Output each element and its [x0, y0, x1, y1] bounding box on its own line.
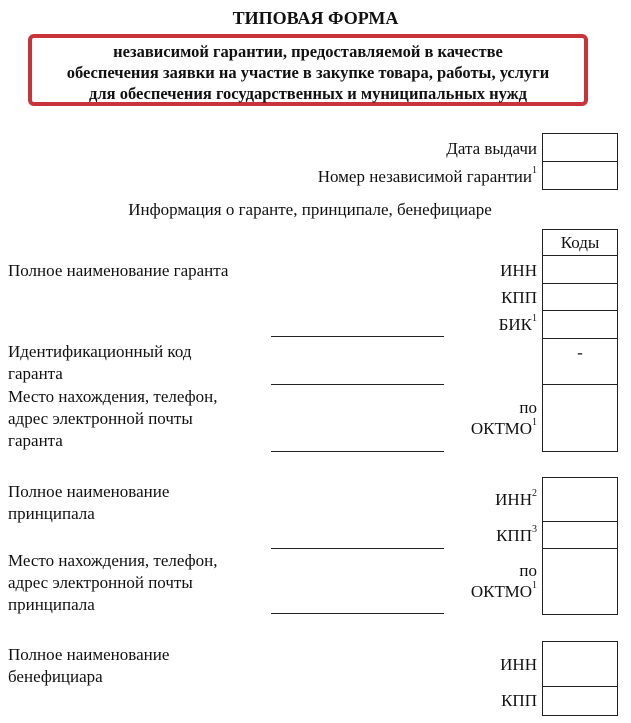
- beneficiary-kpp-label: КПП: [501, 691, 537, 710]
- beneficiary-full-name-label-line-2: бенефициара: [8, 667, 103, 686]
- guarantor-id-code-field[interactable]: -: [542, 338, 618, 385]
- guarantee-number-label-text: Номер независимой гарантии: [317, 167, 532, 186]
- guarantor-inn-label: ИНН: [500, 261, 537, 280]
- principal-inn-label-text: ИНН: [495, 490, 532, 509]
- guarantor-id-code-line[interactable]: [271, 384, 444, 385]
- guarantor-location-label-line-1: Место нахождения, телефон,: [8, 387, 218, 406]
- guarantor-oktmo-field[interactable]: [542, 384, 618, 452]
- principal-full-name-label: [8, 481, 169, 525]
- guarantor-inn-field[interactable]: [542, 255, 618, 284]
- footnote-mark: 1: [532, 165, 537, 177]
- guarantor-id-code-label-line-2: гаранта: [8, 364, 63, 383]
- guarantor-oktmo-label: [471, 418, 537, 440]
- guarantor-kpp-field[interactable]: [542, 283, 618, 311]
- principal-kpp-label: [496, 525, 537, 547]
- form-subtitle-box: [28, 34, 588, 106]
- principal-oktmo-prefix: по: [519, 561, 537, 580]
- beneficiary-inn-field[interactable]: [542, 641, 618, 687]
- principal-location-label: [8, 550, 217, 616]
- principal-location-line[interactable]: [271, 613, 444, 614]
- guarantor-oktmo-prefix: по: [519, 398, 537, 417]
- footnote-mark: 1: [532, 313, 537, 325]
- info-heading: Информация о гаранте, принципале, бенефициаре: [128, 200, 492, 219]
- footnote-mark: 1: [532, 580, 537, 592]
- subtitle-line-2: обеспечения заявки на участие в закупке товара, работы, услуги: [66, 63, 550, 82]
- principal-oktmo-field[interactable]: [542, 548, 618, 615]
- footnote-mark: 2: [532, 488, 537, 500]
- principal-oktmo-label: [471, 581, 537, 603]
- beneficiary-full-name-label: [8, 644, 169, 688]
- principal-location-label-line-1: Место нахождения, телефон,: [8, 551, 218, 570]
- guarantee-number-field[interactable]: [542, 161, 618, 190]
- guarantor-full-name-label: Полное наименование гаранта: [8, 261, 229, 280]
- codes-header: Коды: [542, 229, 618, 256]
- principal-location-label-line-3: принципала: [8, 595, 95, 614]
- issue-date-label: Дата выдачи: [446, 139, 537, 158]
- guarantor-location-label: [8, 386, 217, 452]
- subtitle-line-3: для обеспечения государственных и муниципальных нужд: [89, 84, 527, 103]
- guarantee-number-label: [318, 166, 537, 188]
- guarantor-oktmo-label-text: ОКТМО: [470, 419, 532, 438]
- guarantor-bik-field[interactable]: [542, 310, 618, 339]
- guarantor-id-code-label: [8, 341, 191, 385]
- beneficiary-kpp-field[interactable]: [542, 686, 618, 716]
- footnote-mark: 3: [532, 524, 537, 536]
- guarantor-kpp-label: КПП: [501, 288, 537, 307]
- guarantor-location-label-line-3: гаранта: [8, 431, 63, 450]
- principal-name-line[interactable]: [271, 548, 444, 549]
- beneficiary-full-name-label-line-1: Полное наименование: [8, 645, 170, 664]
- footnote-mark: 1: [532, 417, 537, 429]
- issue-date-field[interactable]: [542, 133, 618, 162]
- guarantor-id-code-label-line-1: Идентификационный код: [8, 342, 192, 361]
- subtitle-line-1: независимой гарантии, предоставляемой в качестве: [113, 42, 503, 61]
- guarantor-location-label-line-2: адрес электронной почты: [8, 409, 193, 428]
- principal-location-label-line-2: адрес электронной почты: [8, 573, 193, 592]
- principal-inn-label: [495, 489, 537, 511]
- guarantor-bik-label: [499, 314, 537, 336]
- principal-oktmo-label-text: ОКТМО: [470, 582, 532, 601]
- guarantor-name-line[interactable]: [271, 336, 444, 337]
- principal-kpp-field[interactable]: [542, 521, 618, 549]
- principal-full-name-label-line-1: Полное наименование: [8, 482, 170, 501]
- principal-kpp-label-text: КПП: [496, 526, 532, 545]
- form-title: ТИПОВАЯ ФОРМА: [232, 8, 399, 28]
- principal-full-name-label-line-2: принципала: [8, 504, 95, 523]
- beneficiary-inn-label: ИНН: [500, 655, 537, 674]
- guarantor-location-line[interactable]: [271, 451, 444, 452]
- principal-inn-field[interactable]: [542, 477, 618, 522]
- guarantor-bik-label-text: БИК: [498, 315, 532, 334]
